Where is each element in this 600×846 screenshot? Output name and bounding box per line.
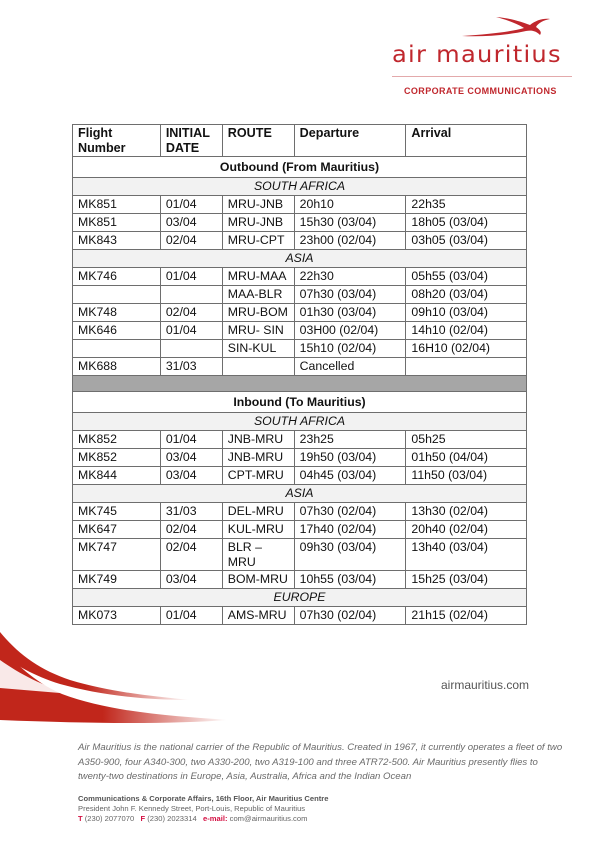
header-row: [73, 125, 527, 157]
departure-cell: 04h45 (03/04): [294, 467, 406, 485]
outbound-section-title-row: [73, 157, 527, 178]
phone-label: T: [78, 814, 83, 823]
flight-number-cell: MK647: [73, 521, 161, 539]
arrival-cell: 20h40 (02/04): [406, 521, 527, 539]
flight-row: [73, 214, 527, 232]
header-initial-date: INITIAL DATE: [160, 125, 222, 157]
route-cell: MRU-BOM: [222, 304, 294, 322]
departure-cell: 23h00 (02/04): [294, 232, 406, 250]
flight-number-cell: MK851: [73, 214, 161, 232]
departure-cell: 07h30 (02/04): [294, 607, 406, 625]
flight-number-cell: MK688: [73, 358, 161, 376]
arrival-cell: 08h20 (03/04): [406, 286, 527, 304]
region-row: [73, 485, 527, 503]
flight-row: [73, 607, 527, 625]
flight-row: [73, 539, 527, 571]
flight-row: [73, 196, 527, 214]
contact-line: [78, 814, 329, 824]
departure-cell: Cancelled: [294, 358, 406, 376]
departure-cell: 10h55 (03/04): [294, 571, 406, 589]
initial-date-cell: 02/04: [160, 232, 222, 250]
arrival-cell: 15h25 (03/04): [406, 571, 527, 589]
route-cell: BOM-MRU: [222, 571, 294, 589]
initial-date-cell: 03/04: [160, 214, 222, 232]
fax-label: F: [140, 814, 146, 823]
header-flight-number: Flight Number: [73, 125, 161, 157]
arrival-cell: 11h50 (03/04): [406, 467, 527, 485]
arrival-cell: 13h40 (03/04): [406, 539, 527, 571]
flight-number-cell: MK749: [73, 571, 161, 589]
flight-row: [73, 358, 527, 376]
flight-row: [73, 322, 527, 340]
email-label: e-mail:: [203, 814, 228, 823]
flight-row: [73, 571, 527, 589]
flight-row: [73, 268, 527, 286]
flight-number-cell: MK852: [73, 431, 161, 449]
departure-cell: 15h10 (02/04): [294, 340, 406, 358]
region-row: [73, 178, 527, 196]
flight-number-cell: [73, 340, 161, 358]
flight-row: [73, 431, 527, 449]
flight-row: [73, 449, 527, 467]
office-line: Communications & Corporate Affairs, 16th Floor, Air Mauritius Centre: [78, 794, 329, 803]
outbound-section-title: Outbound (From Mauritius): [73, 157, 527, 178]
red-swoosh-decoration: [0, 632, 230, 724]
initial-date-cell: 01/04: [160, 431, 222, 449]
flight-number-cell: MK747: [73, 539, 161, 571]
flight-number-cell: MK844: [73, 467, 161, 485]
route-cell: CPT-MRU: [222, 467, 294, 485]
initial-date-cell: 03/04: [160, 467, 222, 485]
initial-date-cell: [160, 340, 222, 358]
route-cell: JNB-MRU: [222, 431, 294, 449]
flight-row: [73, 521, 527, 539]
contact-block: [78, 794, 329, 824]
initial-date-cell: 02/04: [160, 539, 222, 571]
initial-date-cell: 03/04: [160, 571, 222, 589]
departure-cell: 17h40 (02/04): [294, 521, 406, 539]
logo-divider: [392, 76, 572, 77]
flight-number-cell: MK748: [73, 304, 161, 322]
departure-cell: 15h30 (03/04): [294, 214, 406, 232]
arrival-cell: 01h50 (04/04): [406, 449, 527, 467]
initial-date-cell: [160, 286, 222, 304]
initial-date-cell: 02/04: [160, 304, 222, 322]
arrival-cell: 21h15 (02/04): [406, 607, 527, 625]
route-cell: [222, 358, 294, 376]
arrival-cell: 05h55 (03/04): [406, 268, 527, 286]
arrival-cell: 05h25: [406, 431, 527, 449]
region-label: SOUTH AFRICA: [73, 178, 527, 196]
initial-date-cell: 03/04: [160, 449, 222, 467]
departure-cell: 07h30 (03/04): [294, 286, 406, 304]
route-cell: SIN-KUL: [222, 340, 294, 358]
website-link[interactable]: airmauritius.com: [441, 678, 530, 692]
flight-number-cell: MK851: [73, 196, 161, 214]
route-cell: BLR –MRU: [222, 539, 294, 571]
departure-cell: 01h30 (03/04): [294, 304, 406, 322]
departure-cell: 23h25: [294, 431, 406, 449]
region-row: [73, 250, 527, 268]
department-label: CORPORATE COMMUNICATIONS: [404, 86, 557, 96]
route-cell: DEL-MRU: [222, 503, 294, 521]
arrival-cell: 14h10 (02/04): [406, 322, 527, 340]
initial-date-cell: 31/03: [160, 503, 222, 521]
arrival-cell: 13h30 (02/04): [406, 503, 527, 521]
region-label: ASIA: [73, 250, 527, 268]
initial-date-cell: 01/04: [160, 268, 222, 286]
flight-row: [73, 286, 527, 304]
flight-row: [73, 503, 527, 521]
fax-number: (230) 2023314: [147, 814, 197, 823]
flight-number-cell: MK852: [73, 449, 161, 467]
region-row: [73, 589, 527, 607]
departure-cell: 19h50 (03/04): [294, 449, 406, 467]
flight-row: [73, 467, 527, 485]
flight-number-cell: MK746: [73, 268, 161, 286]
flight-number-cell: MK745: [73, 503, 161, 521]
brand-wordmark: air mauritius: [392, 42, 562, 68]
initial-date-cell: 31/03: [160, 358, 222, 376]
flight-row: [73, 340, 527, 358]
route-cell: KUL-MRU: [222, 521, 294, 539]
arrival-cell: 03h05 (03/04): [406, 232, 527, 250]
flight-schedule-table: [72, 124, 527, 625]
region-label: ASIA: [73, 485, 527, 503]
header-arrival: Arrival: [406, 125, 527, 157]
route-cell: MRU-MAA: [222, 268, 294, 286]
route-cell: MRU-JNB: [222, 196, 294, 214]
route-cell: MRU- SIN: [222, 322, 294, 340]
flight-number-cell: MK646: [73, 322, 161, 340]
address-line: President John F. Kennedy Street, Port-Louis, Republic of Mauritius: [78, 804, 306, 813]
flight-number-cell: MK073: [73, 607, 161, 625]
route-cell: MAA-BLR: [222, 286, 294, 304]
flight-row: [73, 304, 527, 322]
initial-date-cell: 01/04: [160, 196, 222, 214]
air-mauritius-logo: [378, 12, 578, 96]
arrival-cell: 09h10 (03/04): [406, 304, 527, 322]
inbound-section-title: Inbound (To Mauritius): [73, 392, 527, 413]
region-label: SOUTH AFRICA: [73, 413, 527, 431]
initial-date-cell: 02/04: [160, 521, 222, 539]
departure-cell: 09h30 (03/04): [294, 539, 406, 571]
inbound-section-title-row: [73, 392, 527, 413]
route-cell: AMS-MRU: [222, 607, 294, 625]
initial-date-cell: 01/04: [160, 322, 222, 340]
phone-number: (230) 2077070: [84, 814, 135, 823]
arrival-cell: 18h05 (03/04): [406, 214, 527, 232]
departure-cell: 20h10: [294, 196, 406, 214]
departure-cell: 07h30 (02/04): [294, 503, 406, 521]
paille-en-queue-bird-icon: [460, 14, 552, 38]
flight-number-cell: MK843: [73, 232, 161, 250]
arrival-cell: 16H10 (02/04): [406, 340, 527, 358]
region-label: EUROPE: [73, 589, 527, 607]
route-cell: JNB-MRU: [222, 449, 294, 467]
header-route: ROUTE: [222, 125, 294, 157]
route-cell: MRU-CPT: [222, 232, 294, 250]
arrival-cell: [406, 358, 527, 376]
section-separator-row: [73, 376, 527, 392]
departure-cell: 22h30: [294, 268, 406, 286]
section-separator: [73, 376, 527, 392]
flight-row: [73, 232, 527, 250]
route-cell: MRU-JNB: [222, 214, 294, 232]
region-row: [73, 413, 527, 431]
header-departure: Departure: [294, 125, 406, 157]
initial-date-cell: 01/04: [160, 607, 222, 625]
company-description: Air Mauritius is the national carrier of the Republic of Mauritius. Created in 1967, it currently operates a fleet of two A350-900, four A340-300, two A330-200, two A319-100 and three ATR72-500. Air Mauritius presently flies to twenty-two destinations in Europe, Asia, Australia, Africa and the Indian Ocean: [78, 742, 563, 782]
email-link[interactable]: com@airmauritius.com: [229, 814, 308, 823]
flight-number-cell: [73, 286, 161, 304]
arrival-cell: 22h35: [406, 196, 527, 214]
departure-cell: 03H00 (02/04): [294, 322, 406, 340]
